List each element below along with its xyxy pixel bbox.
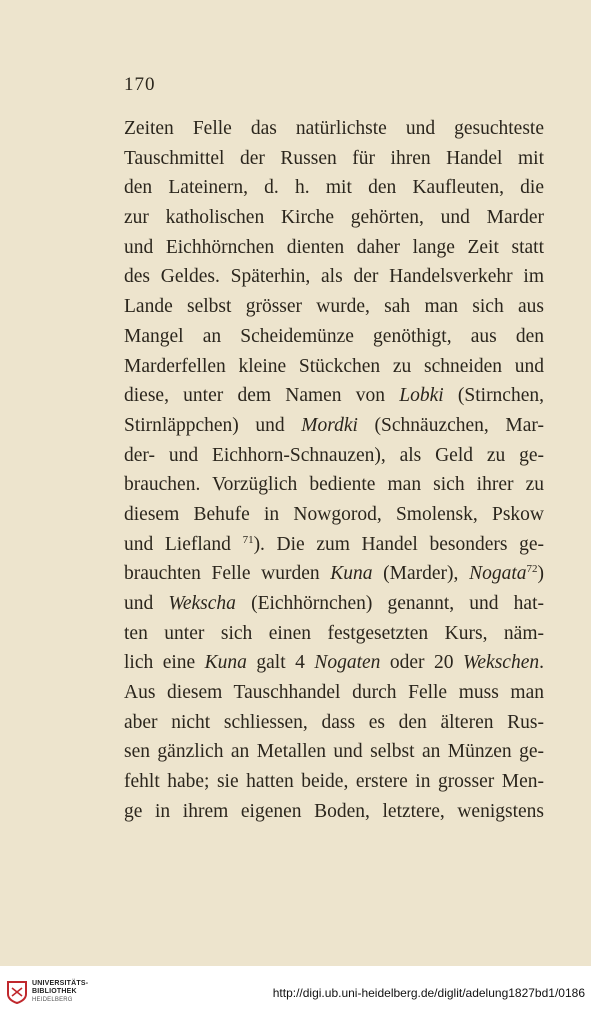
text-run: galt 4 (246, 652, 315, 674)
text-line (124, 500, 544, 530)
footnote-ref: 71 (242, 533, 254, 546)
text-line (124, 322, 544, 352)
text-run: ) (537, 563, 544, 585)
italic-term: Wekschen (462, 652, 540, 674)
text-line (124, 797, 544, 827)
text-line (124, 262, 544, 292)
text-run: Mangel an Scheidemünze genöthigt, aus den (124, 325, 544, 347)
text-run: und Liefland (124, 533, 243, 555)
text-run: Lande selbst grösser wurde, sah man sich aus (124, 296, 544, 318)
text-line (124, 292, 544, 322)
library-name[interactable] (32, 980, 88, 1004)
text-run: den Lateinern, d. h. mit den Kaufleuten, die (124, 177, 544, 199)
library-crest-icon[interactable] (6, 980, 28, 1004)
text-run: ge in ihrem eigenen Boden, letztere, wenigstens (124, 800, 544, 822)
text-line (124, 767, 544, 797)
library-name-line-2: BIBLIOTHEK (32, 988, 77, 995)
italic-term: Nogaten (314, 652, 381, 674)
text-line (124, 381, 544, 411)
text-run: aber nicht schliessen, dass es den älteren Rus- (124, 711, 544, 733)
text-line (124, 470, 544, 500)
footnote-ref: 72 (526, 563, 538, 576)
text-run: Stirnläppchen) und (124, 414, 302, 436)
text-run: Marderfellen kleine Stückchen zu schneiden und (124, 355, 544, 377)
text-run: Zeiten Felle das natürlichste und gesuchteste (124, 118, 544, 139)
text-run: und (124, 593, 169, 614)
text-line (124, 559, 544, 589)
text-run: und Eichhörnchen dienten daher lange Zeit statt (124, 236, 544, 258)
text-run: diesem Behufe in Nowgorod, Smolensk, Pskow (124, 503, 544, 525)
text-line (124, 144, 544, 174)
text-line (124, 678, 544, 708)
page-number: 170 (124, 74, 156, 95)
text-line (124, 441, 544, 471)
text-line (124, 411, 544, 441)
text-line (124, 708, 544, 738)
text-line (124, 233, 544, 263)
italic-term: Kuna (204, 652, 247, 674)
italic-term: Nogata (469, 563, 527, 585)
text-line (124, 648, 544, 678)
text-run: (Marder), (372, 563, 470, 585)
text-run: ). Die zum Handel besonders ge- (253, 533, 544, 555)
text-run: lich eine (124, 652, 205, 674)
library-name-line-3: HEIDELBERG (32, 997, 73, 1003)
text-line (124, 737, 544, 767)
text-run: des Geldes. Späterhin, als der Handelsverkehr im (124, 266, 544, 288)
text-run: (Stirnchen, (443, 385, 544, 407)
text-line (124, 530, 544, 560)
italic-term: Kuna (330, 563, 373, 585)
permalink-url[interactable]: http://digi.ub.uni-heidelberg.de/diglit/adelung1827bd1/0186 (272, 986, 585, 1000)
text-run: der- und Eichhorn-Schnauzen), als Geld zu ge- (124, 444, 544, 466)
text-run: diese, unter dem Namen von (124, 385, 400, 407)
text-run: Aus diesem Tauschhandel durch Felle muss man (124, 682, 544, 704)
text-run: sen gänzlich an Metallen und selbst an Münzen ge- (124, 741, 544, 763)
text-line (124, 114, 544, 144)
italic-term: Wekscha (168, 593, 236, 614)
text-line (124, 173, 544, 203)
text-run: oder 20 (380, 652, 463, 674)
body-text (124, 114, 544, 827)
text-run: (Schnäuzchen, Mar- (357, 414, 544, 436)
text-line (124, 352, 544, 382)
text-run: fehlt habe; sie hatten beide, erstere in grosser Men- (124, 771, 544, 793)
text-run: . (539, 652, 544, 674)
text-run: Tauschmittel der Russen für ihren Handel mit (124, 147, 544, 169)
text-line (124, 203, 544, 233)
italic-term: Lobki (399, 385, 444, 407)
italic-term: Mordki (301, 414, 358, 436)
text-run: zur katholischen Kirche gehörten, und Marder (124, 207, 544, 229)
text-line (124, 589, 544, 619)
text-line (124, 619, 544, 649)
text-run: brauchen. Vorzüglich bediente man sich ihrer zu (124, 474, 544, 496)
text-run: ten unter sich einen festgesetzten Kurs, näm- (124, 622, 544, 644)
text-run: (Eichhörnchen) genannt, und hat- (235, 593, 544, 614)
text-run: brauchten Felle wurden (124, 563, 331, 585)
library-name-line-1: UNIVERSITÄTS- (32, 980, 89, 987)
footer-bar (0, 966, 591, 1016)
